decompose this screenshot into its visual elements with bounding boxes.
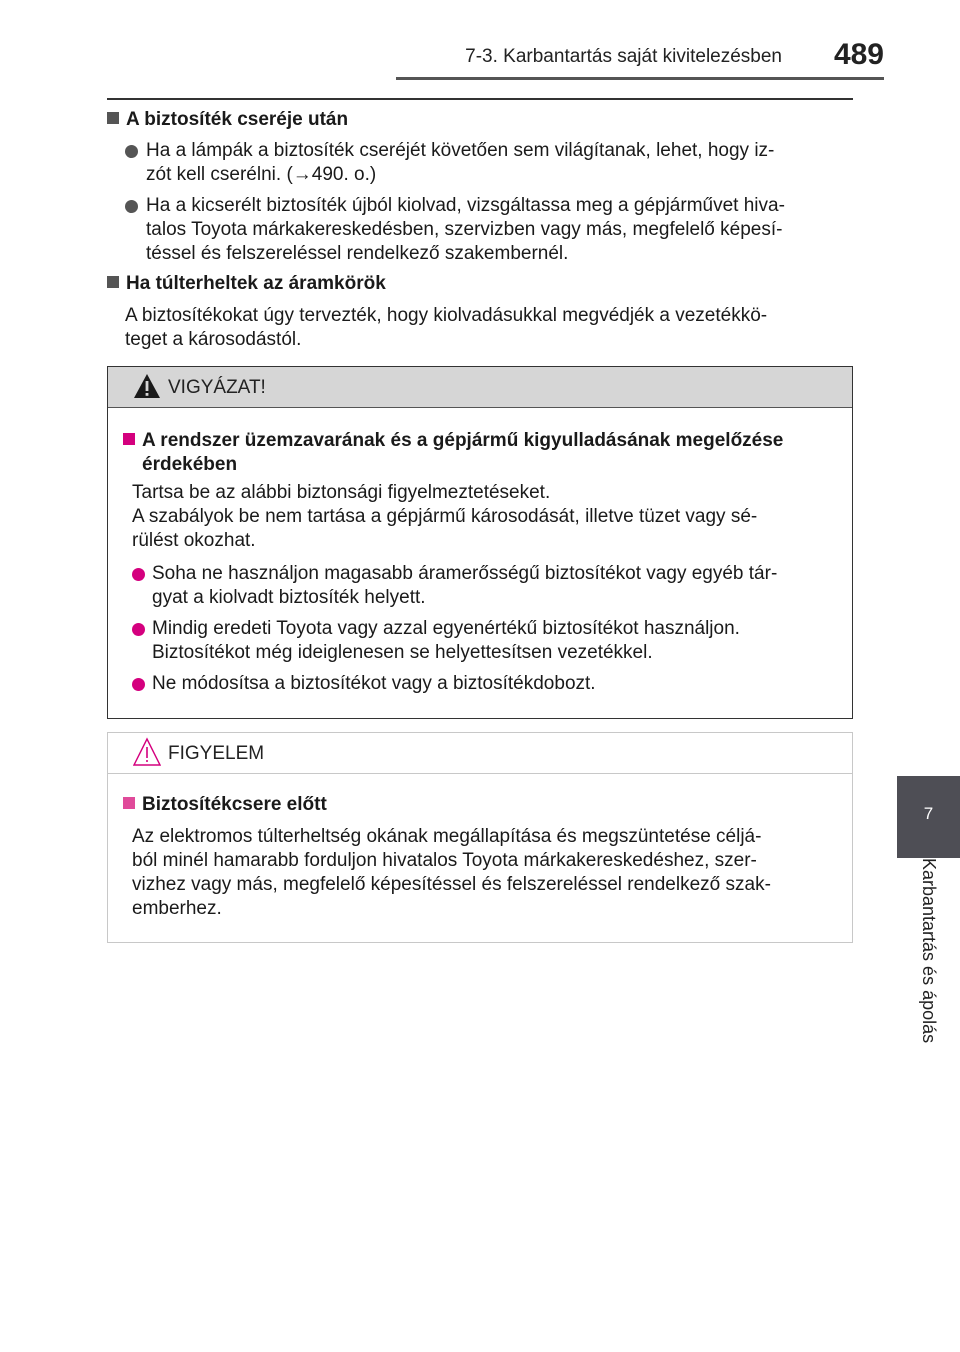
notice-triangle-icon bbox=[133, 737, 161, 767]
chapter-title: Karbantartás és ápolás bbox=[919, 858, 939, 1044]
warning-title: VIGYÁZAT! bbox=[168, 377, 266, 398]
page-header bbox=[0, 0, 960, 80]
round-bullet-icon bbox=[125, 200, 138, 213]
notice-box bbox=[107, 732, 853, 943]
warning-box-header bbox=[108, 367, 852, 408]
section-paragraph: A biztosítékokat úgy tervezték, hogy kiolvadásukkal megvédjék a vezetékkö- teget a károsodástól. bbox=[125, 305, 768, 350]
square-bullet-icon bbox=[123, 797, 135, 809]
list-item: Mindig eredeti Toyota vagy azzal egyenértékű biztosítékot használjon. Biztosítékot még ideiglenesen se helyettesítsen vezetékkel. bbox=[132, 617, 844, 665]
section-heading-fuse-replaced: A biztosíték cseréje után bbox=[107, 108, 348, 132]
list-item: Ha a kicserélt biztosíték újból kiolvad, vizsgáltassa meg a gépjárművet hiva- talos Toyota márkakereskedésben, szervizben vagy más, megfelelő képesí- téssel és felszereléssel rendelkező szakembernél. bbox=[125, 194, 853, 266]
list-item: Soha ne használjon magasabb áramerősségű biztosítékot vagy egyéb tár- gyat a kiolvadt biztosíték helyett. bbox=[132, 562, 844, 610]
warning-heading: A rendszer üzemzavarának és a gépjármű kigyulladásának megelőzése érdekében bbox=[123, 429, 845, 477]
chapter-number: 7 bbox=[923, 804, 934, 823]
notice-box-header bbox=[108, 733, 852, 774]
notice-paragraph: Az elektromos túlterheltség okának megállapítása és megszüntetése céljá- ból minél hamarabb forduljon hivatalos Toyota márkakereskedéshez, szer- vizhez vagy más, megfelelő képesítéssel és felszereléssel rendelkező szak- emberhez. bbox=[132, 826, 771, 919]
round-bullet-icon bbox=[132, 623, 145, 636]
list-item: Ne módosítsa a biztosítékot vagy a biztosítékdobozt. bbox=[132, 672, 844, 696]
warning-paragraph: Tartsa be az alábbi biztonsági figyelmeztetéseket. A szabályok be nem tartása a gépjármű károsodását, illetve tüzet vagy sé- rülést okozhat. bbox=[132, 482, 758, 551]
warning-triangle-icon bbox=[133, 373, 161, 399]
section-title: 7-3. Karbantartás saját kivitelezésben bbox=[465, 46, 782, 67]
page-number: 489 bbox=[833, 38, 884, 71]
section-heading-overload: Ha túlterheltek az áramkörök bbox=[107, 272, 386, 296]
notice-title: FIGYELEM bbox=[168, 743, 265, 764]
warning-box bbox=[107, 366, 853, 719]
round-bullet-icon bbox=[132, 568, 145, 581]
round-bullet-icon bbox=[125, 145, 138, 158]
square-bullet-icon bbox=[107, 112, 119, 124]
notice-heading: Biztosítékcsere előtt bbox=[123, 793, 845, 817]
square-bullet-icon bbox=[107, 276, 119, 288]
top-rule bbox=[107, 98, 853, 100]
chapter-tab bbox=[897, 776, 960, 858]
square-bullet-icon bbox=[123, 433, 135, 445]
round-bullet-icon bbox=[132, 678, 145, 691]
header-rule bbox=[396, 77, 884, 80]
list-item: Ha a lámpák a biztosíték cseréjét követően sem világítanak, lehet, hogy iz- zót kell cserélni. (→490. o.) bbox=[125, 139, 853, 187]
